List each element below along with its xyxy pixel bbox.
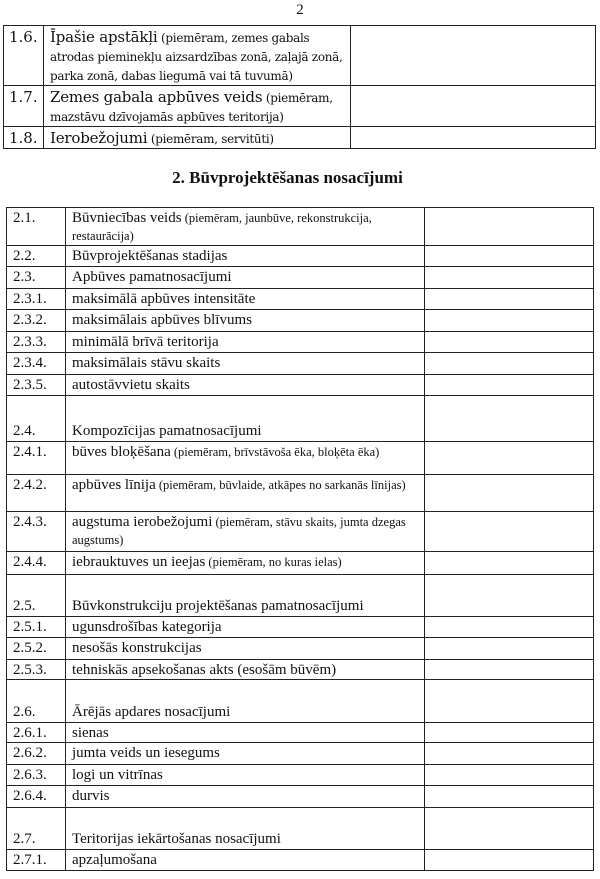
row-label-main: jumta veids un iesegums: [72, 745, 220, 761]
table-row: [7, 396, 594, 442]
table-row: [7, 246, 594, 267]
row-label: [66, 552, 425, 575]
row-label-main: Īpašie apstākļi: [50, 28, 158, 46]
row-number: 2.4.1.: [7, 442, 66, 475]
row-label: [66, 289, 425, 310]
row-label: [66, 246, 425, 267]
row-number: 2.3.3.: [7, 332, 66, 353]
row-label-main: Zemes gabala apbūves veids: [50, 88, 263, 106]
row-number: 2.3.5.: [7, 375, 66, 396]
row-label: [66, 786, 425, 808]
row-label-main: būves bloķēšana: [72, 444, 171, 460]
row-value-field[interactable]: [425, 850, 594, 871]
table-row: [7, 552, 594, 575]
row-value-field[interactable]: [425, 552, 594, 575]
row-label-main: minimālā brīvā teritorija: [72, 334, 219, 350]
row-label-main: iebrauktuves un ieejas: [72, 554, 206, 570]
row-label-note: (piemēram, mazstāvu dzīvojamās apbūves teritorija): [50, 91, 333, 124]
row-label-main: Būvniecības veids: [72, 210, 182, 226]
row-value-field[interactable]: [425, 289, 594, 310]
row-number: 1.6.: [4, 26, 44, 86]
row-label: [66, 442, 425, 475]
row-number: 2.5.2.: [7, 638, 66, 660]
table-row: [7, 660, 594, 680]
row-number: 2.6.: [7, 680, 66, 723]
row-value-field[interactable]: [425, 208, 594, 246]
row-label: [66, 208, 425, 246]
row-label-main: Ierobežojumi: [50, 129, 148, 147]
section2-table: [6, 207, 594, 871]
row-value-field[interactable]: [425, 475, 594, 512]
row-value-field[interactable]: [425, 808, 594, 850]
row-label-main: autostāvvietu skaits: [72, 377, 190, 393]
row-label: [66, 743, 425, 765]
row-label: [66, 353, 425, 375]
row-value-field[interactable]: [425, 375, 594, 396]
table-row: [7, 512, 594, 552]
table-row: [4, 127, 596, 149]
row-label: [66, 723, 425, 743]
row-label: [66, 617, 425, 638]
row-value-field[interactable]: [425, 353, 594, 375]
row-number: 2.3.4.: [7, 353, 66, 375]
row-number: 2.6.4.: [7, 786, 66, 808]
row-number: 2.6.1.: [7, 723, 66, 743]
row-value-field[interactable]: [425, 512, 594, 552]
row-number: 2.1.: [7, 208, 66, 246]
row-number: 2.7.: [7, 808, 66, 850]
row-value-field[interactable]: [425, 332, 594, 353]
row-number: 2.3.2.: [7, 310, 66, 332]
table-row: [7, 267, 594, 289]
row-label-main: maksimālais stāvu skaits: [72, 355, 221, 371]
page-number: 2: [296, 2, 304, 18]
table-row: [7, 680, 594, 723]
row-label: [66, 660, 425, 680]
row-value-field[interactable]: [425, 723, 594, 743]
row-value-field[interactable]: [425, 660, 594, 680]
row-label: [66, 475, 425, 512]
table-row: [7, 743, 594, 765]
row-label: [66, 396, 425, 442]
row-label-note: (piemēram, stāvu skaits, jumta dzegas augstums): [72, 515, 406, 547]
table-row: [7, 310, 594, 332]
row-value-field[interactable]: [425, 786, 594, 808]
table-row: [7, 332, 594, 353]
row-label: [44, 127, 351, 149]
table-row: [7, 475, 594, 512]
row-label-main: apbūves līnija: [72, 477, 156, 493]
row-label-main: apzaļumošana: [72, 852, 157, 868]
row-number: 2.7.1.: [7, 850, 66, 871]
table-row: [7, 786, 594, 808]
row-label-note: (piemēram, jaunbūve, rekonstrukcija, restaurācija): [72, 211, 372, 243]
row-label-main: Kompozīcijas pamatnosacījumi: [72, 423, 262, 439]
row-number: 2.4.3.: [7, 512, 66, 552]
table-row: [7, 575, 594, 617]
row-label-note: (piemēram, servitūti): [147, 132, 274, 146]
row-number: 2.3.: [7, 267, 66, 289]
row-value-field[interactable]: [425, 680, 594, 723]
row-label: [44, 26, 351, 86]
row-label-note: (piemēram, brīvstāvoša ēka, bloķēta ēka): [170, 445, 380, 459]
section1-table: [3, 25, 596, 149]
row-value-field[interactable]: [425, 442, 594, 475]
row-label: [66, 765, 425, 786]
row-label: [66, 680, 425, 723]
table-row: [4, 86, 596, 127]
row-label-main: nesošās konstrukcijas: [72, 640, 202, 656]
row-label: [66, 638, 425, 660]
row-label-main: Būvprojektēšanas stadijas: [72, 248, 228, 264]
row-value-field[interactable]: [425, 246, 594, 267]
row-label-main: Teritorijas iekārtošanas nosacījumi: [72, 831, 281, 847]
table-row: [4, 26, 596, 86]
row-label-main: Ārējās apdares nosacījumi: [72, 704, 231, 720]
table-row: [7, 375, 594, 396]
row-label-main: Būvkonstrukciju projektēšanas pamatnosacījumi: [72, 598, 364, 614]
row-value-field[interactable]: [425, 267, 594, 289]
row-label: [66, 575, 425, 617]
table-row: [7, 442, 594, 475]
row-value-field[interactable]: [351, 26, 596, 86]
table-row: [7, 289, 594, 310]
table-row: [7, 208, 594, 246]
row-value-field[interactable]: [425, 638, 594, 660]
row-label-main: maksimālais apbūves blīvums: [72, 312, 252, 328]
row-value-field[interactable]: [351, 127, 596, 149]
row-number: 2.5.1.: [7, 617, 66, 638]
row-number: 2.5.3.: [7, 660, 66, 680]
row-number: 2.6.3.: [7, 765, 66, 786]
row-label-note: (piemēram, no kuras ielas): [205, 555, 342, 569]
table-row: [7, 765, 594, 786]
row-number: 1.7.: [4, 86, 44, 127]
row-label: [66, 850, 425, 871]
row-value-field[interactable]: [425, 575, 594, 617]
row-number: 2.6.2.: [7, 743, 66, 765]
row-label-main: sienas: [72, 725, 109, 741]
row-number: 2.4.: [7, 396, 66, 442]
table-row: [7, 808, 594, 850]
row-label: [66, 332, 425, 353]
row-label: [66, 310, 425, 332]
row-label: [66, 375, 425, 396]
row-label: [44, 86, 351, 127]
row-label: [66, 267, 425, 289]
row-number: 2.5.: [7, 575, 66, 617]
row-value-field[interactable]: [425, 617, 594, 638]
section2-title: 2. Būvprojektēšanas nosacījumi: [172, 168, 403, 187]
row-label-main: augstuma ierobežojumi: [72, 514, 213, 530]
row-value-field[interactable]: [425, 310, 594, 332]
row-label: [66, 808, 425, 850]
row-label-main: tehniskās apsekošanas akts (esošām būvēm): [72, 662, 337, 678]
row-label-main: maksimālā apbūves intensitāte: [72, 291, 256, 307]
table-row: [7, 638, 594, 660]
row-label-note: (piemēram, būvlaide, atkāpes no sarkanās līnijas): [155, 478, 406, 492]
row-number: 2.4.4.: [7, 552, 66, 575]
row-label-main: logi un vitrīnas: [72, 767, 163, 783]
row-number: 2.4.2.: [7, 475, 66, 512]
table-row: [7, 353, 594, 375]
row-label: [66, 512, 425, 552]
row-number: 2.3.1.: [7, 289, 66, 310]
row-label-main: Apbūves pamatnosacījumi: [72, 269, 232, 285]
row-label-note: (piemēram, zemes gabals atrodas pieminekļu aizsardzības zonā, zaļajā zonā, parka zonā, dabas liegumā vai tā tuvumā): [50, 31, 343, 83]
row-label-main: ugunsdrošības kategorija: [72, 619, 222, 635]
row-label-main: durvis: [72, 788, 110, 804]
row-value-field[interactable]: [425, 765, 594, 786]
row-number: 2.2.: [7, 246, 66, 267]
table-row: [7, 850, 594, 871]
table-row: [7, 617, 594, 638]
table-row: [7, 723, 594, 743]
row-value-field[interactable]: [351, 86, 596, 127]
row-value-field[interactable]: [425, 396, 594, 442]
row-value-field[interactable]: [425, 743, 594, 765]
row-number: 1.8.: [4, 127, 44, 149]
